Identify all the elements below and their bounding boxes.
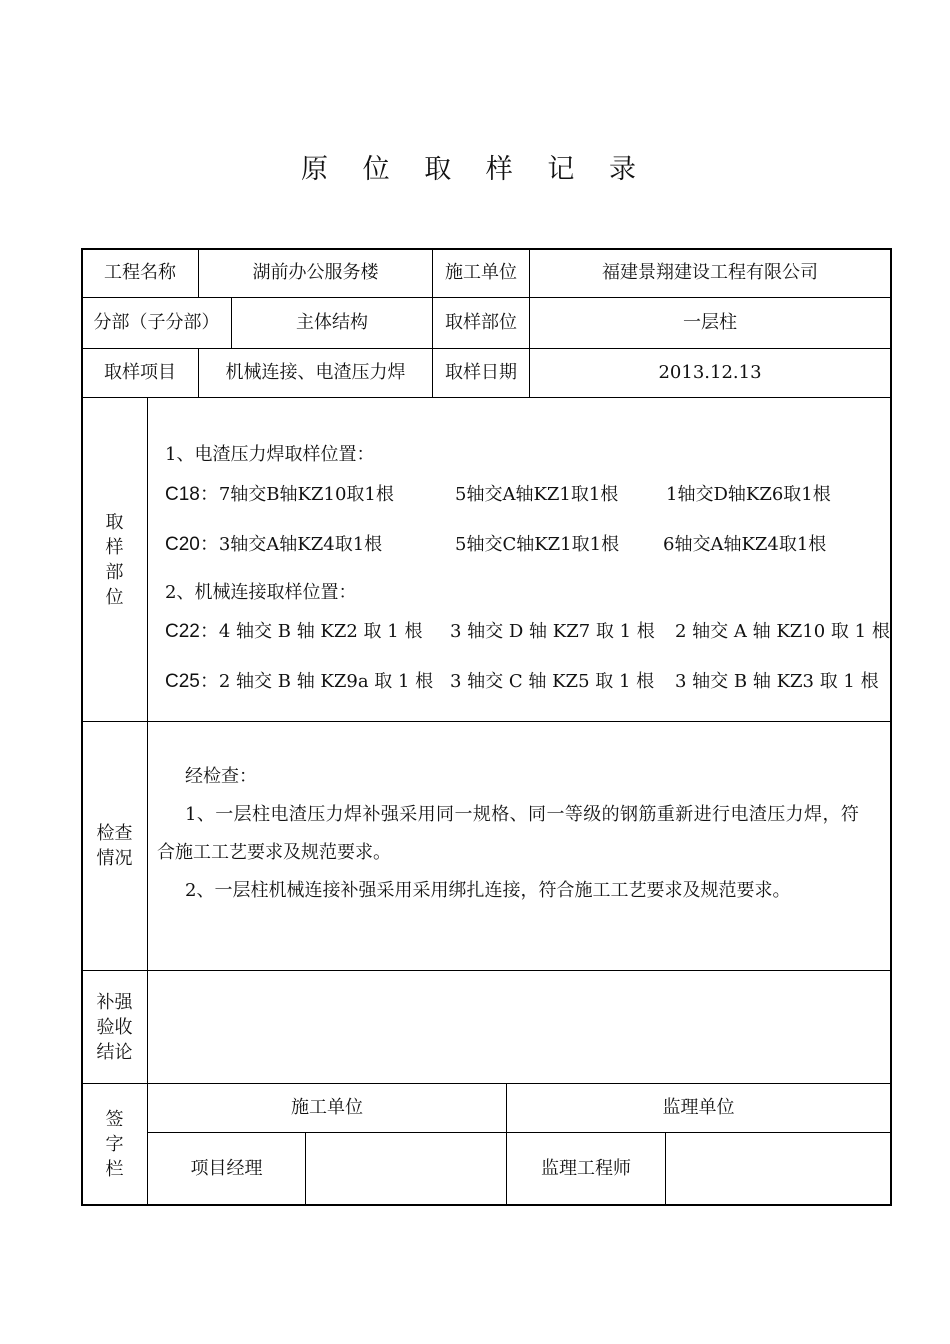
sample-position: 3轴交A轴KZ4取1根 <box>218 534 383 555</box>
constructor-label: 施工单位 <box>445 262 517 284</box>
sample-position: 4 轴交 B 轴 KZ2 取 1 根 <box>218 621 423 642</box>
conclusion-value <box>148 971 890 1083</box>
sampling-part-label: 取样部位 <box>445 312 517 334</box>
sampling-date-value: 2013.12.13 <box>658 362 762 384</box>
sample-position: 2 轴交 B 轴 KZ9a 取 1 根 <box>218 671 434 692</box>
pm-signature-field[interactable] <box>306 1133 506 1204</box>
sample-position: 1轴交D轴KZ6取1根 <box>666 484 831 505</box>
row-code: C18： <box>165 484 219 505</box>
subdivision-label: 分部（子分部） <box>93 312 220 334</box>
pm-label: 项目经理 <box>190 1157 263 1179</box>
sampling-date-label: 取样日期 <box>445 362 517 384</box>
constructor-header: 施工单位 <box>291 1097 363 1119</box>
signature-label: 签字栏 <box>105 1108 124 1180</box>
sample-position: 7轴交B轴KZ10取1根 <box>218 484 394 505</box>
engineer-signature-field[interactable] <box>666 1133 890 1204</box>
sample-position: 6轴交A轴KZ4取1根 <box>663 534 827 555</box>
inspection-item1-line1: 1、一层柱电渣压力焊补强采用同一规格、同一等级的钢筋重新进行电渣压力焊，符 <box>185 804 860 825</box>
row-code: C22： <box>165 621 219 642</box>
row-code: C25： <box>165 671 219 692</box>
subdivision-value: 主体结构 <box>296 312 368 334</box>
inspection-intro: 经检查： <box>185 766 257 787</box>
sampling-item-value: 机械连接、电渣压力焊 <box>225 362 406 384</box>
sample-position: 3 轴交 D 轴 KZ7 取 1 根 <box>450 621 655 642</box>
section1-title: 1、电渣压力焊取样位置： <box>165 444 375 465</box>
sample-position: 3 轴交 B 轴 KZ3 取 1 根 <box>675 671 879 692</box>
project-name-label: 工程名称 <box>104 262 176 284</box>
sampling-location-label: 取样部位 <box>105 511 124 608</box>
project-name-value: 湖前办公服务楼 <box>252 262 379 284</box>
inspection-label: 检查情况 <box>96 823 133 869</box>
inspection-item1-line2: 合施工工艺要求及规范要求。 <box>157 842 391 863</box>
sample-position: 5轴交A轴KZ1取1根 <box>455 484 619 505</box>
sample-position: 3 轴交 C 轴 KZ5 取 1 根 <box>450 671 655 692</box>
supervisor-header: 监理单位 <box>662 1097 735 1119</box>
section2-title: 2、机械连接取样位置： <box>165 582 357 603</box>
inspection-item2: 2、一层柱机械连接补强采用采用绑扎连接，符合施工工艺要求及规范要求。 <box>185 880 791 901</box>
engineer-label: 监理工程师 <box>541 1157 631 1179</box>
sampling-part-value: 一层柱 <box>683 312 737 334</box>
sampling-item-label: 取样项目 <box>104 362 176 384</box>
row-code: C20： <box>165 534 219 555</box>
sample-position: 5轴交C轴KZ1取1根 <box>455 534 620 555</box>
sample-position: 2 轴交 A 轴 KZ10 取 1 根 <box>675 621 890 642</box>
constructor-value: 福建景翔建设工程有限公司 <box>602 262 818 284</box>
page-title: 原 位 取 样 记 录 <box>301 154 649 185</box>
conclusion-label: 补强验收结论 <box>96 991 133 1063</box>
